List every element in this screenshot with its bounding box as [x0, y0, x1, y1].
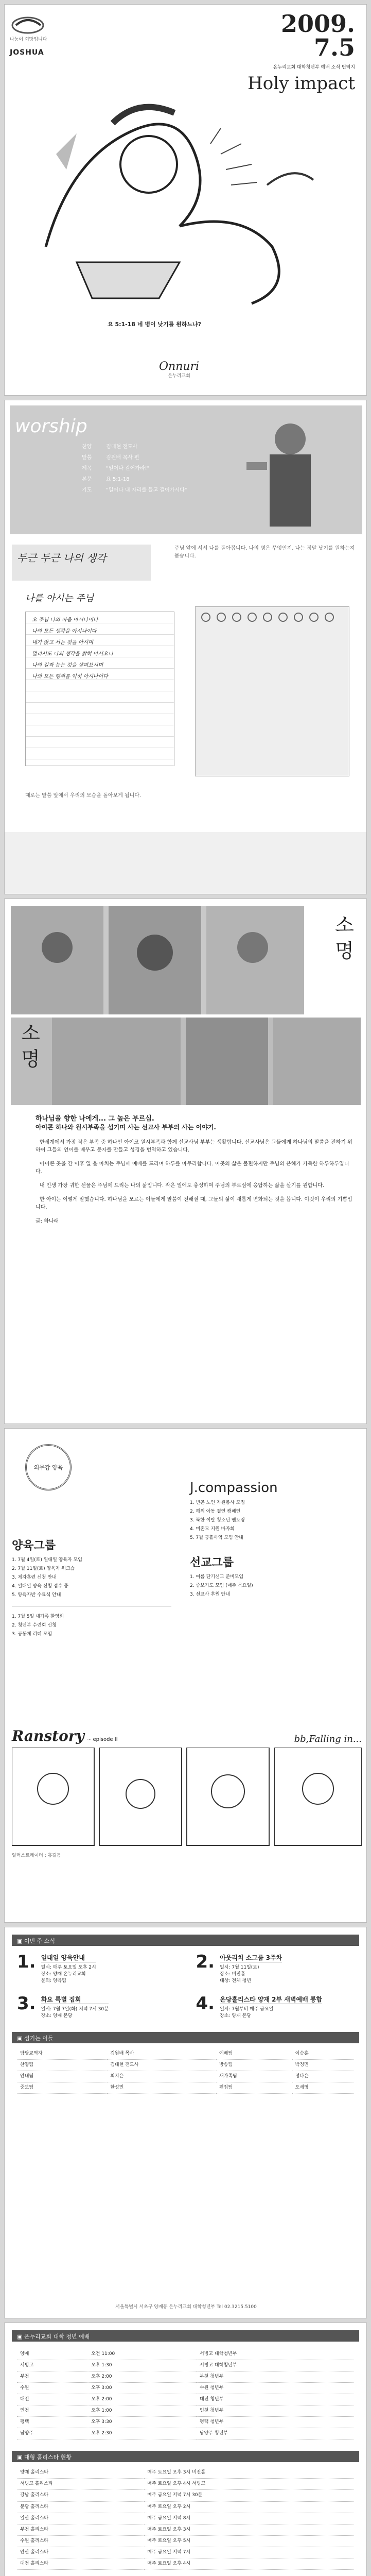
cover-brand: Holy impact: [248, 73, 355, 94]
holistar-row-cell: 매주 금요일 저녁 7시: [147, 2549, 191, 2555]
news-item: [17, 1953, 175, 1985]
times-header2-text: 대형 홀리스타 현황: [24, 2454, 72, 2461]
minister-row-cell: 정다은: [295, 2074, 309, 2079]
note-line: 멀리서도 나의 생각을 밝히 아시오니: [32, 651, 113, 657]
worship-bottom-band: [5, 832, 367, 894]
comic-sub: ~ episode II: [86, 1737, 118, 1742]
worship-time-row-cell: 오후 3:00: [91, 2385, 112, 2391]
notebook-card: [25, 612, 174, 766]
holistar-row: [17, 2524, 354, 2535]
worship-time-row: [17, 2360, 354, 2371]
news-number: 2.: [196, 1952, 215, 1972]
minister-row-cell: 새가족팀: [219, 2074, 237, 2079]
note2-lines: [32, 616, 168, 684]
worship-page: [4, 400, 367, 894]
times-header1: ▣ 온누리교회 대학 청년 예배: [12, 2330, 359, 2342]
worship-time-row-cell: 인천 청년부: [199, 2408, 224, 2414]
note-line: 내가 앉고 서는 것을 아시며: [32, 640, 93, 646]
minister-row-cell: 중보팀: [20, 2085, 34, 2091]
worship-time-row-cell: 오후 2:00: [91, 2397, 112, 2402]
holistar-row: [17, 2513, 354, 2524]
times-header2: ▣ 대형 홀리스타 현황: [12, 2451, 359, 2462]
news-title: 일대일 양육안내: [41, 1953, 96, 1962]
minister-row-cell: 박정민: [295, 2062, 309, 2068]
holistar-row-cell: 매주 금요일 저녁 8시: [147, 2515, 191, 2521]
news-number: 4.: [196, 1993, 215, 2014]
worship-time-row-cell: 대전 청년부: [199, 2397, 224, 2402]
holistar-row-cell: 매주 금요일 저녁 7시 30분: [147, 2493, 203, 2498]
holistar-row-cell: 분당 홀리스타: [20, 2504, 49, 2510]
note-title-box: [12, 545, 151, 581]
holistar-row-cell: 양재 홀리스타: [20, 2470, 49, 2476]
worship-order-row: [82, 474, 236, 485]
group-left-column: [12, 1537, 171, 1640]
worship-time-row-cell: 서빙고 대학청년부: [199, 2363, 237, 2368]
worship-singer-image: [234, 411, 347, 529]
news-grid: [17, 1953, 354, 2020]
comic-title: Ranstory: [12, 1727, 84, 1744]
holistar-row-cell: 일산 홀리스타: [20, 2515, 49, 2521]
note-line: 오 주님 나의 마음 아시나이다: [32, 617, 98, 623]
list-item: 1. 여름 단기선교 준비모임: [190, 1574, 244, 1580]
worship-time-row-cell: 서빙고: [20, 2363, 34, 2368]
minister-row-cell: 오세영: [295, 2085, 309, 2091]
holistar-row: [17, 2558, 354, 2569]
list-item: 1. 7월 5일 새가족 환영회: [12, 1614, 64, 1620]
holistar-row-cell: 매주 토요일 오후 3시: [147, 2527, 191, 2532]
worship-order-value: "일어나 걸어가라!": [106, 466, 150, 471]
news-title: 화요 특별 집회: [41, 1995, 109, 2004]
news-page: [4, 1927, 367, 2318]
holistar-row: [17, 2501, 354, 2513]
calling-subhead: 아이콘 하나와 원시부족을 섬기며 사는 선교사 부부의 사는 이야기.: [36, 1124, 216, 1131]
worship-order-value: 요 5:1-18: [106, 477, 130, 482]
note-title: 두근 두근 나의 생각: [17, 552, 107, 564]
minister-row-cell: 예배팀: [219, 2051, 233, 2057]
holistar-row: [17, 2479, 354, 2490]
comic-right-title: bb,Falling in...: [294, 1734, 362, 1744]
cover-logo-icon: [10, 14, 77, 35]
worship-time-row-cell: 오후 2:30: [91, 2431, 112, 2436]
worship-time-row-cell: 수원 청년부: [199, 2385, 224, 2391]
holistar-row-cell: 강남 홀리스타: [20, 2493, 49, 2498]
groups-page: [4, 1428, 367, 1923]
calling-headline: 하나님을 향한 나에게... 그 높은 부르심.: [36, 1115, 154, 1123]
worship-order-key: 말씀: [82, 455, 92, 461]
list-item: 4. 일대일 양육 신청 접수 중: [12, 1584, 68, 1589]
calling-paragraphs: [36, 1139, 355, 1211]
spiral-notebook-image: [195, 606, 349, 776]
stamp-badge: 의무감 양육: [25, 1444, 72, 1490]
right-title: J.compassion: [190, 1480, 278, 1496]
cover-page: [4, 4, 367, 396]
calling-paragraph: 한세계에서 가장 작은 부족 중 하나인 아이코 원시부족과 함께 선교사님 부부는 생활합니다. 선교사님은 그들에게 하나님의 말씀을 전하기 위하여 그들의 언어를 배우고 문자를 만들고 성경을 번역하고 있습니다.: [36, 1140, 352, 1153]
minister-row-cell: 김원배 목사: [110, 2051, 134, 2057]
holistar-row-cell: 대전 홀리스타: [20, 2561, 49, 2566]
comic-footer-note: 일러스트레이터 : 홍길동: [12, 1853, 61, 1858]
spiral-binding-icon: [196, 607, 350, 628]
worship-order-row: [82, 485, 236, 496]
worship-time-row: [17, 2428, 354, 2439]
list-item: 3. 선교사 후원 안내: [190, 1592, 231, 1598]
minister-row: [17, 2048, 354, 2060]
worship-time-row-cell: 대전: [20, 2397, 29, 2402]
onnuri-logo: Onnuri: [159, 360, 200, 373]
worship-bottom-note: 때로는 말씀 앞에서 우리의 모습을 돌아보게 됩니다.: [25, 793, 142, 799]
news-item: [196, 1995, 355, 2020]
minister-row-cell: 한성민: [110, 2085, 124, 2091]
worship-time-row: [17, 2405, 354, 2417]
news-number: 3.: [17, 1993, 36, 2014]
worship-time-row-cell: 남양주 청년부: [199, 2431, 228, 2436]
joshua-label: JOSHUA: [10, 48, 44, 57]
minister-row-cell: 안내팀: [20, 2074, 34, 2079]
list-item: 3. 공동체 리더 모임: [12, 1632, 52, 1637]
list-item: 4. 미혼모 지원 바자회: [190, 1527, 235, 1532]
list-item: 1. 7월 4일(토) 일대일 양육자 모임: [12, 1557, 83, 1563]
worship-order-key: 기도: [82, 487, 92, 493]
sec1-title: 양육그룹: [12, 1539, 56, 1552]
minister-table: [17, 2048, 354, 2094]
worship-order-key: 제목: [82, 466, 92, 471]
list-item: 2. 청년부 수련회 신청: [12, 1623, 57, 1629]
note-line: 나의 길과 눕는 것을 살펴보시며: [32, 663, 103, 668]
cover-verse: 요 5:1-18 네 병이 낫기를 원하느냐?: [108, 321, 201, 328]
worship-time-row-cell: 남양주: [20, 2431, 34, 2436]
minister-row: [17, 2071, 354, 2082]
worship-time-row: [17, 2417, 354, 2428]
worship-order-row: [82, 442, 236, 452]
worship-order-value: "일어나 내 자리를 들고 걸어가시다": [106, 487, 187, 493]
note-text: 주님 앞에 서서 나를 돌아봅니다. 나의 병은 무엇인지, 나는 정말 낫기를 원하는지 묻습니다.: [174, 546, 355, 559]
minister-row-cell: 방송팀: [219, 2062, 233, 2068]
cover-day: 7.5: [313, 33, 355, 61]
note-line: 나의 모든 생각을 아시나이다: [32, 629, 97, 634]
mission-photo-image: [11, 906, 304, 1014]
worship-time-row-cell: 부천 청년부: [199, 2374, 224, 2380]
worship-order: [82, 442, 236, 496]
comic-panels-image: [12, 1748, 362, 1851]
holistar-row: [17, 2535, 354, 2547]
calling-paragraph: 한 아이는 이렇게 말했습니다. 하나님을 모르는 이들에게 말씀이 전해질 때, 그들의 삶이 새롭게 변화되는 것을 봅니다. 이것이 우리의 기쁨입니다.: [36, 1197, 352, 1210]
list-item: 2. 해외 아동 결연 캠페인: [190, 1509, 241, 1515]
times-header1-text: 온누리교회 대학 청년 예배: [24, 2333, 90, 2340]
holistar-row: [17, 2467, 354, 2479]
worship-time-row-cell: 오후 3:30: [91, 2419, 112, 2425]
minister-row-cell: 최지은: [110, 2074, 124, 2079]
worship-time-row: [17, 2349, 354, 2360]
group-right-column: [190, 1480, 360, 1600]
news-number: 1.: [17, 1952, 36, 1972]
worship-time-row-cell: 양재: [20, 2351, 29, 2357]
sec1-list: [12, 1557, 171, 1599]
worship-order-key: 찬양: [82, 444, 92, 450]
cover-date-block: [248, 12, 355, 94]
news-header: ▣ 이번 주 소식: [12, 1935, 359, 1946]
sec2-list: [190, 1574, 360, 1598]
worship-time-row: [17, 2371, 354, 2383]
times-page: [4, 2323, 367, 2576]
holistar-row: [17, 2490, 354, 2501]
comic-strip: [12, 1727, 362, 1859]
cover-logo-tagline: 나눔이 희망입니다: [10, 37, 47, 42]
list-item: 1. 빈곤 노인 자원봉사 모집: [190, 1500, 245, 1505]
sec3-list: [12, 1614, 171, 1638]
onnuri-sub: 온누리교회: [168, 374, 190, 379]
worship-time-table: [17, 2349, 354, 2439]
news-detail: 일시: 7월부터 매주 금요일 장소: 양재 본당: [220, 2007, 274, 2019]
cover-subtitle: 온누리교회 대학청년부 예배 소식 번역지: [273, 65, 355, 70]
minister-row-cell: 찬양팀: [20, 2062, 34, 2068]
holistar-row-cell: 매주 토요일 오후 5시: [147, 2538, 191, 2544]
worship-order-key: 본문: [82, 477, 92, 482]
worship-order-row: [82, 452, 236, 463]
worship-time-row: [17, 2383, 354, 2394]
minister-row-cell: 이승훈: [295, 2051, 309, 2057]
cover-year: 2009.: [280, 10, 355, 38]
worship-time-row-cell: 오후 1:30: [91, 2363, 112, 2368]
worship-order-value: 김대현 전도사: [106, 444, 138, 450]
holistar-row-cell: 수원 홀리스타: [20, 2538, 49, 2544]
list-item: 3. 북한 이탈 청소년 멘토링: [190, 1518, 245, 1523]
holistar-row-cell: 매주 토요일 오후 3시 비전홀: [147, 2470, 206, 2476]
minister-row-cell: 담당교역자: [20, 2051, 43, 2057]
worship-time-row-cell: 부천: [20, 2374, 29, 2380]
worship-order-value: 김원배 목사 편: [106, 455, 139, 461]
holistar-row-cell: 안산 홀리스타: [20, 2549, 49, 2555]
list-item: 2. 중보기도 모임 (매주 목요일): [190, 1583, 253, 1589]
note-line: 나의 모든 행위를 익히 아시나이다: [32, 674, 108, 680]
worship-time-row-cell: 수원: [20, 2385, 29, 2391]
holistar-row-cell: 부천 홀리스타: [20, 2527, 49, 2532]
news-title: 온당홀리스타 양재 2부 새벽예배 통합: [220, 1996, 323, 2004]
news-title: 아웃리치 소그룹 3주차: [220, 1954, 282, 1961]
worship-time-row-cell: 평택 청년부: [199, 2419, 224, 2425]
news-item: [17, 1995, 175, 2020]
worship-order-row: [82, 463, 236, 474]
holistar-table: [17, 2467, 354, 2569]
news-footer: 서울특별시 서초구 양재동 온누리교회 대학청년부 Tel 02.3215.5100: [115, 2304, 257, 2310]
calling-page: [4, 899, 367, 1424]
list-item: 5. 양육자반 수료식 안내: [12, 1592, 61, 1598]
news-detail: 일시: 7월 11일(토) 장소: 비전홀 대상: 전체 청년: [220, 1965, 259, 1984]
calling-side-word: 소 명: [331, 914, 354, 960]
holistar-row-cell: 매주 토요일 오후 4시: [147, 2561, 191, 2566]
minister-header-text: 섬기는 이들: [24, 2035, 54, 2042]
worship-header: worship: [15, 416, 87, 437]
minister-row: [17, 2060, 354, 2071]
worship-time-row-cell: 서빙고 대학청년부: [199, 2351, 237, 2357]
holistar-row-cell: 매주 토요일 오후 2시: [147, 2504, 191, 2510]
worship-time-row-cell: 인천: [20, 2408, 29, 2414]
calling-paragraph: 내 인생 가장 귀한 선물은 주님께 드리는 나의 삶입니다. 작은 일에도 충성하며 주님의 부르심에 응답하는 삶을 살기를 원합니다.: [40, 1183, 325, 1189]
cover-logo-block: [10, 14, 82, 57]
news-header-text: 이번 주 소식: [24, 1938, 56, 1944]
news-body: [220, 1953, 282, 1985]
worship-time-row-cell: 평택: [20, 2419, 29, 2425]
worship-time-row-cell: 오후 1:00: [91, 2408, 112, 2414]
holistar-row-cell: 서빙고 홀리스타: [20, 2481, 53, 2487]
note2-title-wrap: [25, 591, 94, 604]
holistar-row: [17, 2547, 354, 2558]
cover-footer: [159, 360, 199, 380]
mission-group-image: [11, 1018, 361, 1105]
news-body: [41, 1995, 109, 2020]
news-body: [220, 1995, 322, 2020]
minister-row: [17, 2082, 354, 2094]
holistar-row-cell: 매주 토요일 오후 4시 서빙고: [147, 2481, 206, 2487]
worship-time-row-cell: 오전 11:00: [91, 2351, 115, 2357]
minister-header: ▣ 섬기는 이들: [12, 2032, 359, 2043]
news-detail: 일시: 매주 토요일 오후 2시 장소: 양재 온누리교회 문의: 양육팀: [41, 1965, 96, 1984]
minister-row-cell: 김대현 전도사: [110, 2062, 139, 2068]
news-item: [196, 1953, 355, 1985]
list-item: 2. 7월 11일(토) 양육자 워크숍: [12, 1566, 75, 1572]
calling-article: [36, 1113, 355, 1225]
list-item: 5. 7월 긍휼사역 모임 안내: [190, 1535, 244, 1541]
minister-row-cell: 편집팀: [219, 2085, 233, 2091]
worship-time-row: [17, 2394, 354, 2405]
calling-photo-top: [11, 906, 304, 1014]
right-list: [190, 1500, 360, 1541]
worship-time-row-cell: 오후 2:00: [91, 2374, 112, 2380]
calling-sign: 글: 하나래: [36, 1218, 59, 1224]
cover-illustration: [25, 92, 344, 314]
note2-title: 나를 아시는 주님: [25, 593, 94, 604]
calling-photo-bottom: [11, 1018, 361, 1105]
calling-paragraph: 아이콘 곳을 간 이후 일 을 마치는 주님께 예배를 드리며 하루를 마무리합니다. 이곳의 삶은 불편하지만 주님의 은혜가 가득한 하루하루입니다.: [36, 1161, 349, 1175]
news-body: [41, 1953, 96, 1985]
sec2-title: 선교그룹: [190, 1556, 234, 1570]
calling-side-word-2: 소 명: [17, 1023, 40, 1069]
news-detail: 일시: 7월 7일(화) 저녁 7시 30분 장소: 양재 본당: [41, 2007, 109, 2019]
list-item: 3. 제자훈련 신청 안내: [12, 1575, 57, 1581]
